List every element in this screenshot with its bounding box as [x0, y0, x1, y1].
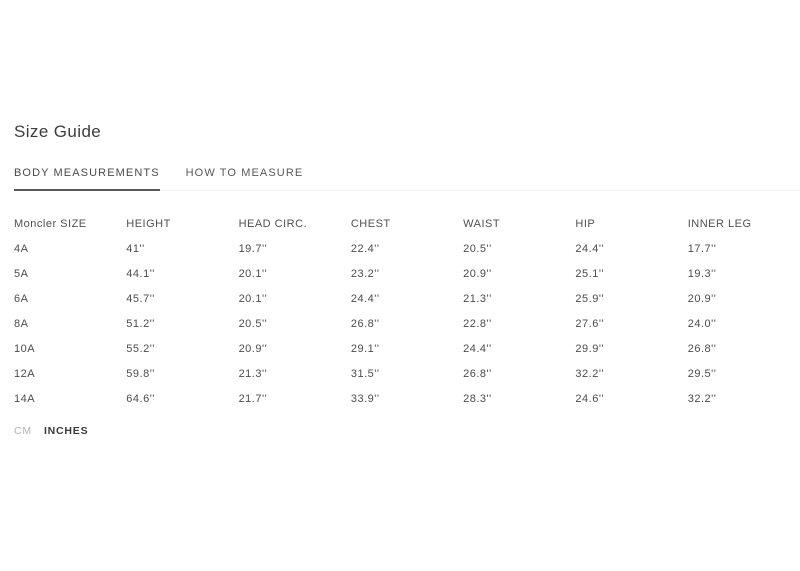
cell-chest: 29.1'' [350, 342, 380, 355]
tab-bar [14, 167, 800, 191]
cell-hip: 29.9'' [575, 342, 605, 355]
cell-waist: 26.8'' [463, 367, 492, 380]
cell-chest: 33.9'' [350, 392, 380, 405]
cell-waist: 20.5'' [463, 242, 492, 255]
cell-waist: 21.3'' [463, 292, 492, 305]
cell-head-circ: 20.1'' [238, 292, 268, 305]
cell-chest: 24.4'' [350, 292, 380, 305]
cell-hip: 25.1'' [575, 267, 605, 280]
cell-size: 14A [14, 392, 36, 405]
cell-inner-leg: 26.8'' [687, 342, 717, 355]
table-row [14, 361, 800, 386]
cell-head-circ: 19.7'' [238, 242, 268, 255]
tab-body-measurements[interactable]: BODY MEASUREMENTS [14, 167, 160, 191]
column-header-waist: WAIST [463, 217, 501, 230]
cell-hip: 25.9'' [575, 292, 605, 305]
cell-chest: 23.2'' [350, 267, 380, 280]
column-header-size: Moncler SIZE [14, 217, 87, 230]
cell-height: 55.2'' [126, 342, 155, 355]
cell-inner-leg: 29.5'' [687, 367, 717, 380]
cell-size: 6A [14, 292, 29, 305]
cell-hip: 32.2'' [575, 367, 605, 380]
cell-size: 5A [14, 267, 29, 280]
cell-head-circ: 20.1'' [238, 267, 268, 280]
table-row [14, 236, 800, 261]
cell-chest: 22.4'' [350, 242, 380, 255]
cell-head-circ: 20.9'' [238, 342, 268, 355]
table-row [14, 386, 800, 411]
cell-waist: 28.3'' [463, 392, 492, 405]
column-header-hip: HIP [575, 217, 596, 230]
table-row [14, 311, 800, 336]
cell-hip: 24.6'' [575, 392, 605, 405]
cell-inner-leg: 20.9'' [687, 292, 717, 305]
cell-head-circ: 20.5'' [238, 317, 268, 330]
cell-height: 51.2'' [126, 317, 155, 330]
cell-inner-leg: 17.7'' [687, 242, 717, 255]
cell-size: 8A [14, 317, 29, 330]
cell-inner-leg: 24.0'' [687, 317, 717, 330]
cell-height: 59.8'' [126, 367, 155, 380]
column-header-height: HEIGHT [126, 217, 171, 230]
cell-waist: 24.4'' [463, 342, 492, 355]
cell-hip: 27.6'' [575, 317, 605, 330]
cell-chest: 26.8'' [350, 317, 380, 330]
cell-height: 41'' [126, 242, 145, 255]
table-row [14, 261, 800, 286]
cell-inner-leg: 19.3'' [687, 267, 717, 280]
table-row [14, 286, 800, 311]
unit-cm-button[interactable]: CM [14, 425, 32, 437]
tab-how-to-measure[interactable]: HOW TO MEASURE [186, 167, 304, 191]
cell-chest: 31.5'' [350, 367, 380, 380]
column-header-chest: CHEST [350, 217, 391, 230]
table-row [14, 336, 800, 361]
size-table [14, 211, 800, 411]
unit-toggle [14, 425, 800, 437]
cell-head-circ: 21.3'' [238, 367, 268, 380]
cell-hip: 24.4'' [575, 242, 605, 255]
cell-size: 4A [14, 242, 29, 255]
unit-inches-button[interactable]: INCHES [43, 425, 89, 437]
cell-waist: 22.8'' [463, 317, 492, 330]
column-header-inner-leg: INNER LEG [687, 217, 752, 230]
column-header-head-circ: HEAD CIRC. [238, 217, 308, 230]
cell-height: 45.7'' [126, 292, 155, 305]
table-header-row [14, 211, 800, 236]
cell-height: 64.6'' [126, 392, 155, 405]
cell-head-circ: 21.7'' [238, 392, 268, 405]
cell-inner-leg: 32.2'' [687, 392, 717, 405]
cell-size: 10A [14, 342, 36, 355]
cell-waist: 20.9'' [463, 267, 492, 280]
cell-height: 44.1'' [126, 267, 155, 280]
page-title: Size Guide [14, 122, 102, 141]
cell-size: 12A [14, 367, 36, 380]
